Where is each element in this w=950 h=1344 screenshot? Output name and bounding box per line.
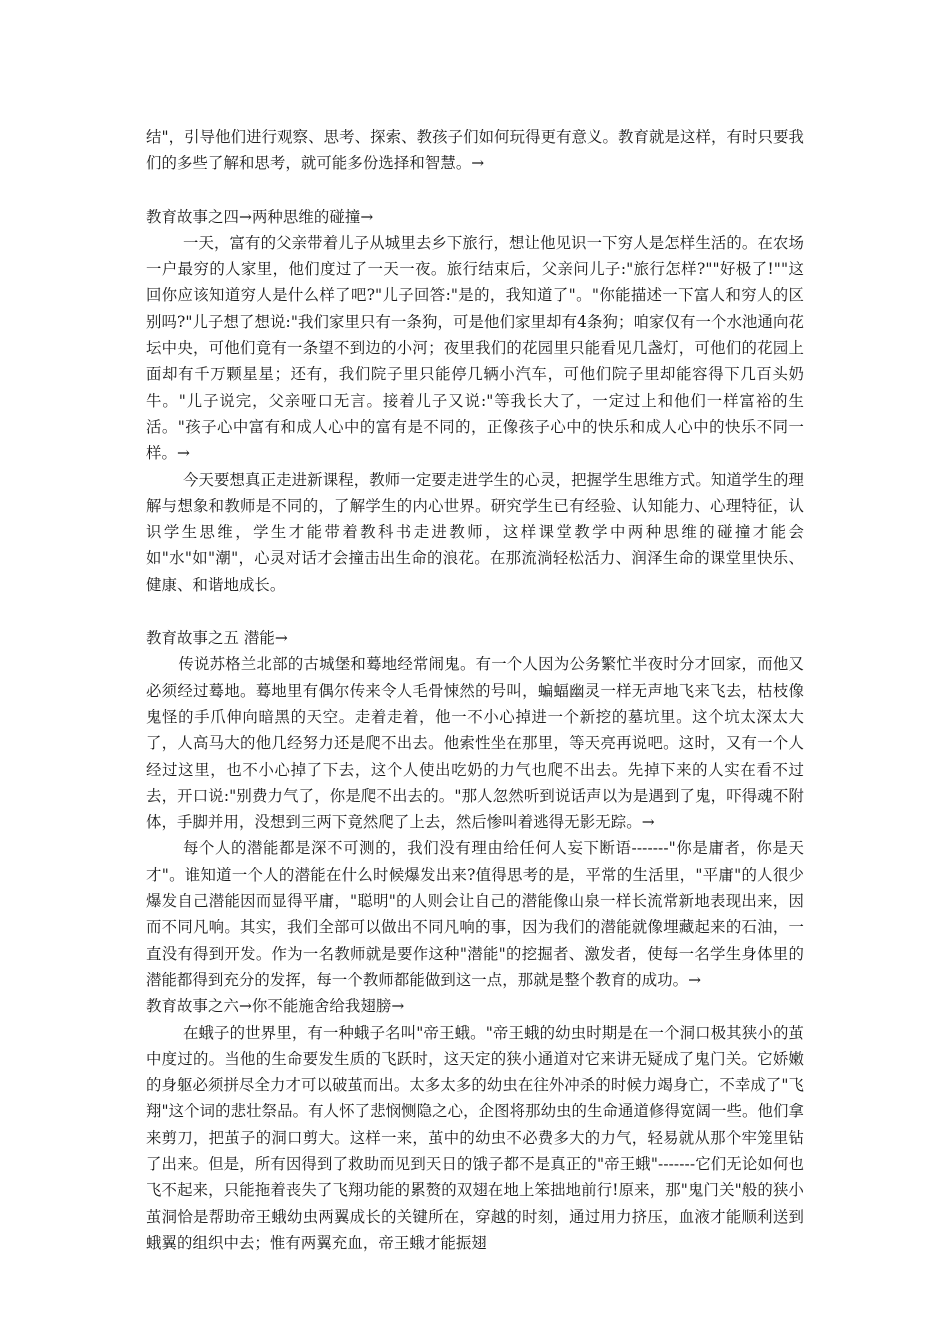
story6-title: 教育故事之六→你不能施舍给我翅膀→ xyxy=(146,997,405,1016)
intro-paragraph: 结"，引导他们进行观察、思考、探索、教孩子们如何玩得更有意义。教育就是这样，有时只要我们的多些了解和思考，就可能多份选择和智慧。→ xyxy=(146,128,804,173)
story5-paragraph-2: 每个人的潜能都是深不可测的，我们没有理由给任何人妄下断语-------"你是庸者，你是天才"。谁知道一个人的潜能在什么时候爆发出来?值得思考的是，平常的生活里，"平庸"的人很少爆发自己潜能因而显得平庸，"聪明"的人则会让自己的潜能像山泉一样长流常新地表现出来，因而不同凡响。其实，我们全部可以做出不同凡响的事，因为我们的潜能就像埋藏起来的石油，一直没有得到开发。作为一名教师就是要作这种"潜能"的挖掘者、激发者，使每一名学生身体里的潜能都得到充分的发挥，每一个教师都能做到这一点，那就是整个教育的成功。→ xyxy=(146,839,804,989)
story4-paragraph-2: 今天要想真正走进新课程，教师一定要走进学生的心灵，把握学生思维方式。知道学生的理解与想象和教师是不同的，了解学生的内心世界。研究学生已有经验、认知能力、心理特征，认识学生思维，学生才能带着教科书走进教师，这样课堂教学中两种思维的碰撞才能会如"水"如"潮"，心灵对话才会撞击出生命的浪花。在那流淌轻松活力、润泽生命的课堂里快乐、健康、和谐地成长。 xyxy=(146,470,804,594)
story4-paragraph-1: 一天，富有的父亲带着儿子从城里去乡下旅行，想让他见识一下穷人是怎样生活的。在农场一户最穷的人家里，他们度过了一天一夜。旅行结束后，父亲问儿子:"旅行怎样?""好极了!""这回你应该知道穷人是什么样了吧?"儿子回答:"是的，我知道了"。"你能描述一下富人和穷人的区别吗?"儿子想了想说:"我们家里只有一条狗，可是他们家里却有4条狗；咱家仅有一个水池通向花坛中央，可他们竟有一条望不到边的小河；夜里我们的花园里只能看见几盏灯，可他们的花园上面却有千万颗星星；还有，我们院子里只能停几辆小汽车，可他们院子里却能容得下几百头奶牛。"儿子说完，父亲哑口无言。接着儿子又说:"等我长大了，一定过上和他们一样富裕的生活。"孩子心中富有和成人心中的富有是不同的，正像孩子心中的快乐和成人心中的快乐不同一样。→ xyxy=(146,233,804,463)
story6-paragraph-1: 在蛾子的世界里，有一种蛾子名叫"帝王蛾。"帝王蛾的幼虫时期是在一个洞口极其狭小的茧中度过的。当他的生命要发生质的飞跃时，这天定的狭小通道对它来讲无疑成了鬼门关。它娇嫩的身躯必须拼尽全力才可以破茧而出。太多太多的幼虫在往外冲杀的时候力竭身亡，不幸成了"飞翔"这个词的悲壮祭品。有人怀了悲悯恻隐之心，企图将那幼虫的生命通道修得宽阔一些。他们拿来剪刀，把茧子的洞口剪大。这样一来，茧中的幼虫不必费多大的力气，轻易就从那个牢笼里钻了出来。但是，所有因得到了救助而见到天日的饿子都不是真正的"帝王蛾"-------它们无论如何也飞不起来，只能拖着丧失了飞翔功能的累赘的双翅在地上笨拙地前行!原来，那"鬼门关"般的狭小茧洞恰是帮助帝王蛾幼虫两翼成长的关键所在，穿越的时刻，通过用力挤压，血液才能顺利送到蛾翼的组织中去；惟有两翼充血，帝王蛾才能振翅 xyxy=(146,1023,804,1252)
story5-paragraph-1: 传说苏格兰北部的古城堡和蓦地经常闹鬼。有一个人因为公务繁忙半夜时分才回家，而他又必须经过蓦地。蓦地里有偶尔传来令人毛骨悚然的号叫，蝙蝠幽灵一样无声地飞来飞去，枯枝像鬼怪的手爪伸向暗黑的天空。走着走着，他一不小心掉进一个新挖的墓坑里。这个坑太深太大了，人高马大的他几经努力还是爬不出去。他索性坐在那里，等天亮再说吧。这时，又有一个人经过这里，也不小心掉了下去，这个人使出吃奶的力气也爬不出去。先掉下来的人实在看不过去，开口说:"别费力气了，你是爬不出去的。"那人忽然听到说话声以为是遇到了鬼，吓得魂不附体，手脚并用，没想到三两下竟然爬了上去，然后惨叫着逃得无影无踪。→ xyxy=(146,655,804,832)
story5-title: 教育故事之五 潜能→ xyxy=(146,629,288,648)
story4-title: 教育故事之四→两种思维的碰撞→ xyxy=(146,207,374,226)
document-page xyxy=(146,124,804,1256)
